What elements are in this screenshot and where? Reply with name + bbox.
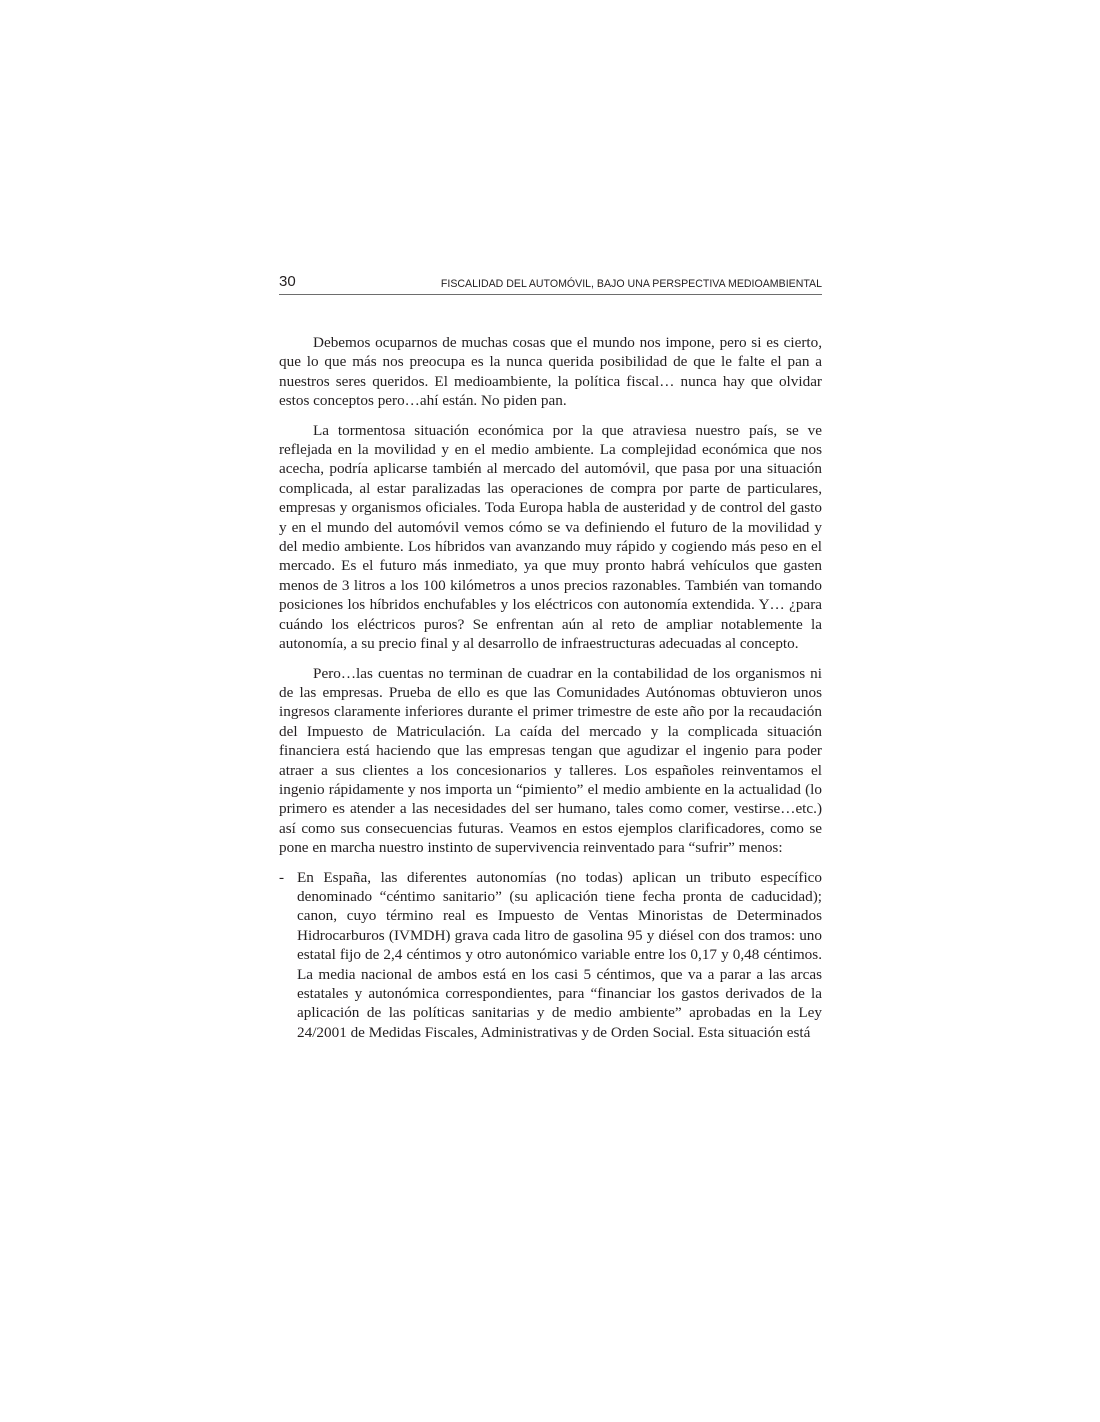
dash-list	[279, 868, 822, 1043]
page-number: 30	[279, 273, 296, 290]
paragraph: Pero…las cuentas no terminan de cuadrar en la contabilidad de los organismos ni de las empresas. Prueba de ello es que las Comunidades Autónomas obtuvieron unos ingresos claramente inferiores durante el primer trimestre de este año por la recaudación del Impuesto de Matriculación. La caída del mercado y la complicada situación financiera está haciendo que las empresas tengan que agudizar el ingenio para poder atraer a sus clientes a los concesionarios y talleres. Los españoles reinventamos el ingenio rápidamente y nos importa un “pimiento” el medio ambiente en la actualidad (lo primero es atender a las necesidades del ser humano, tales como comer, vestirse…etc.) así como sus consecuencias futuras. Veamos en estos ejemplos clarificadores, como se pone en marcha nuestro instinto de supervivencia reinventado para “sufrir” menos:	[279, 664, 822, 857]
running-title: FISCALIDAD DEL AUTOMÓVIL, BAJO UNA PERSPECTIVA MEDIOAMBIENTAL	[440, 278, 822, 290]
paragraph: La tormentosa situación económica por la que atraviesa nuestro país, se ve reflejada en la movilidad y en el medio ambiente. La complejidad económica que nos acecha, podría aplicarse también al mercado del automóvil, que pasa por una situación complicada, al estar paralizadas las operaciones de compra por parte de particulares, empresas y organismos oficiales. Toda Europa habla de austeridad y de control del gasto y en el mundo del automóvil vemos cómo se va definiendo el futuro de la movilidad y del medio ambiente. Los híbridos van avanzando muy rápido y cogiendo más peso en el mercado. Es el futuro más inmediato, ya que muy pronto habrá vehículos que gasten menos de 3 litros a los 100 kilómetros a unos precios razonables. También van tomando posiciones los híbridos enchufables y los eléctricos con autonomía extendida. Y… ¿para cuándo los eléctricos puros? Se enfrentan aún al reto de ampliar notablemente la autonomía, a su precio final y al desarrollo de infraestructuras adecuadas al concepto.	[279, 421, 822, 653]
list-item	[279, 868, 822, 1043]
running-header	[279, 272, 822, 295]
list-dash-marker: -	[279, 868, 285, 886]
list-item-text: En España, las diferentes autonomías (no todas) aplican un tributo específico denominado “céntimo sanitario” (su aplicación tiene fecha pronta de caducidad); canon, cuyo término real es Impuesto de Ventas Minoristas de Determinados Hidrocarburos (IVMDH) grava cada litro de gasolina 95 y diésel con dos tramos: uno estatal fijo de 2,4 céntimos y otro autonómico variable entre los 0,17 y 0,48 céntimos. La media nacional de ambos está en los casi 5 céntimos, que va a parar a las arcas estatales y autonómica correspondientes, para “financiar los gastos derivados de la aplicación de las políticas sanitarias y de medio ambiente” aprobadas en la Ley 24/2001 de Medidas Fiscales, Administrativas y de Orden Social. Esta situación está	[297, 868, 822, 1041]
paragraph: Debemos ocuparnos de muchas cosas que el mundo nos impone, pero si es cierto, que lo que más nos preocupa es la nunca querida posibilidad de que le falte el pan a nuestros seres queridos. El medioambiente, la política fiscal… nunca hay que olvidar estos conceptos pero…ahí están. No piden pan.	[279, 334, 822, 410]
body-text	[279, 333, 822, 1042]
